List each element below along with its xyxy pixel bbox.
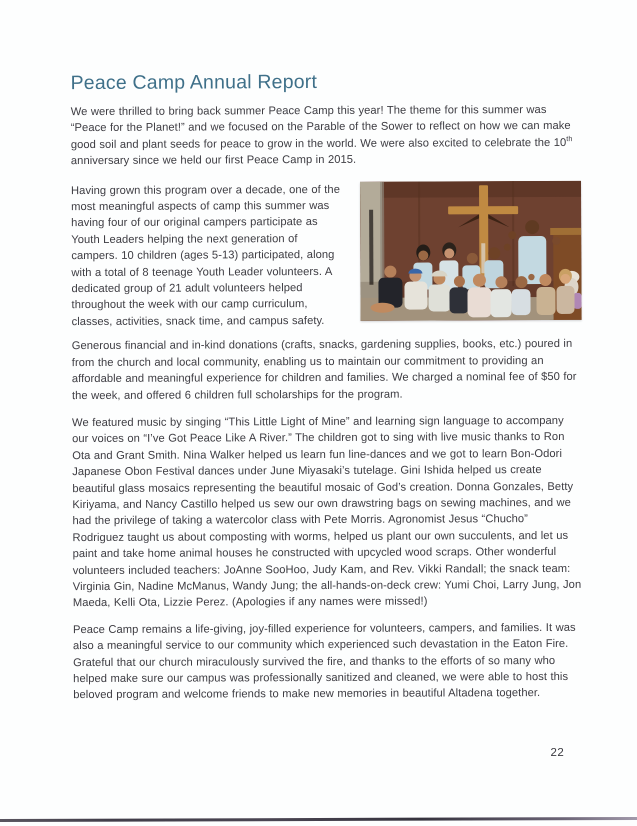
page-title: Peace Camp Annual Report <box>70 71 318 95</box>
intro-text-end: anniversary since we held our first Peace Camp in 2015. <box>70 154 357 168</box>
page-number: 22 <box>550 746 565 759</box>
ordinal-superscript: th <box>566 133 573 143</box>
growth-section <box>71 180 582 330</box>
paragraph-activities: We featured music by singing “This Little Light of Mine” and learning sign language to accompany our voices on “I’ve Got Peace Like A River.” The children got to sing with live music thanks to Ron Ota and Grant Smith. Nina Walker helped us learn fun line-dances and we got to learn Bon-Odori Japanese Obon Festival dances under June Miyasaki’s tutelage. Gini Ishida helped us create beautiful glass mosaics representing the beautiful mosaic of God’s creation. Donna Gonzales, Betty Kiriyama, and Nancy Castillo helped us sew our own drawstring bags on sewing machines, and we had the privilege of taking a watercolor class with Pete Morris. Agronomist Jesus “Chucho” Rodriguez taught us about composting with worms, helped us plant our own succulents, and let us paint and take home animal houses he constructed with upcycled wood scraps. Other wonderful volunteers included teachers: JoAnne SooHoo, Judy Kam, and Rev. Vikki Randall; the snack team: Virginia Gin, Nadine McManus, Wandy Jung; the all-hands-on-deck crew: Yumi Choi, Larry Jung, Jon Maeda, Kelli Ota, Lizzie Perez. (Apologies if any names were missed!) <box>72 414 582 610</box>
camp-group-photo <box>360 180 582 320</box>
report-body <box>71 69 584 717</box>
photo-wall-top-shade <box>360 180 581 197</box>
intro-text: We were thrilled to bring back summer Peace Camp this year! The theme for this summer was “Peace for the Planet!” and we focused on the Parable of the Sower to reflect on how we can make good soil and plant seeds for peace to grow in the world. We were also excited to celebrate the 10 <box>70 104 571 151</box>
paragraph-intro <box>71 102 581 170</box>
paragraph-donations: Generous financial and in-kind donations (crafts, snacks, gardening supplies, books, etc.) poured in from the church and local community, enabling us to maintain our commitment to providing an affordable and meaningful experience for children and families. We charged a nominal fee of $50 for the week, and offered 6 children full scholarships for the program. <box>71 338 577 402</box>
mic-stand <box>369 209 373 284</box>
paragraph-growth: Having grown this program over a decade, one of the most meaningful aspects of camp this summer was having four of our original campers participate as Youth Leaders helping the next generation of campers. 10 children (ages 5-13) participated, along with a total of 8 teenage Youth Leader volunteers. A dedicated group of 21 adult volunteers helped throughout the week with our camp curriculum, classes, activities, snack time, and campus safety. <box>71 183 340 328</box>
paragraph-closing: Peace Camp remains a life-giving, joy-filled experience for volunteers, campers, and families. It was also a meaningful service to our community which experienced such devastation in the Eaton Fire. Grateful that our church miraculously survived the fire, and thanks to the efforts of so many who helped make sure our campus was professionally sanitized and cleaned, we were able to host this beloved program and welcome friends to make new memories in beautiful Altadena together. <box>72 621 576 702</box>
